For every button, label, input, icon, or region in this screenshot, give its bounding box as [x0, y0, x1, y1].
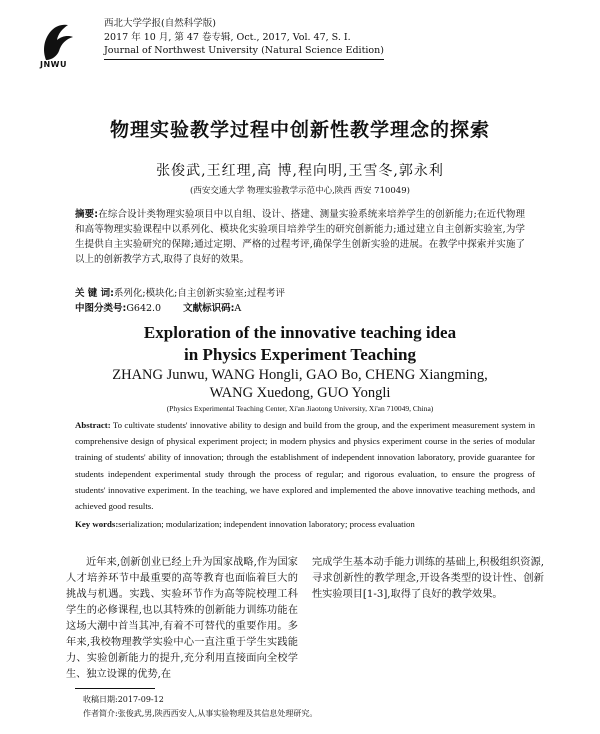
footnote-divider	[75, 688, 155, 689]
issue-line: 2017 年 10 月, 第 47 卷专辑, Oct., 2017, Vol. 47, S. I.	[104, 31, 351, 43]
abstract-en-text: To cultivate students' innovative ability to design and build from the group, and the experiment measurement system in comprehensive design of physical experiment project; in modern physics and physics experiment course in the series of modular training of students' ability of innovation; through the establishment of independent innovation laboratory, provide guarantee for students independent experimental study through the process of regular; and rigorous evaluation, to ensure the progress of students' innovative experiment. In the teaching, we have explored and implemented the above innovative teaching methods, and achieved good results.	[75, 420, 535, 512]
abstract-cn	[75, 207, 525, 267]
authors-en-line2: WANG Xuedong, GUO Yongli	[209, 385, 391, 401]
abstract-en-label: Abstract:	[75, 420, 111, 430]
class-number-label: 中图分类号:	[75, 303, 127, 314]
footnote-author-bio: 作者简介:张俊武,男,陕西西安人,从事实验物理及其信息处理研究。	[83, 709, 318, 718]
title-en-line2: in Physics Experiment Teaching	[184, 345, 416, 364]
journal-name-cn: 西北大学学报(自然科学版)	[104, 18, 216, 29]
authors-en-line1: ZHANG Junwu, WANG Hongli, GAO Bo, CHENG Xiangming,	[112, 367, 488, 383]
abstract-cn-label: 摘要:	[75, 209, 99, 220]
doc-code-label: 文献标识码:	[183, 303, 235, 314]
abstract-en	[75, 417, 535, 514]
title-en-line1: Exploration of the innovative teaching idea	[143, 323, 457, 342]
class-number-value: G642.0	[126, 303, 162, 314]
keywords-cn-text: 系列化;模块化;自主创新实验室;过程考评	[113, 288, 286, 299]
keywords-cn-label: 关 键 词:	[75, 288, 114, 299]
keywords-en	[75, 519, 545, 529]
authors-cn: 张俊武,王红理,高 博,程向明,王雪冬,郭永利	[156, 163, 444, 179]
authors-en	[0, 366, 600, 402]
logo-text: JNWU	[40, 60, 67, 69]
keywords-cn	[75, 285, 535, 299]
footnote-received: 收稿日期:2017-09-12	[83, 695, 164, 704]
abstract-cn-text: 在综合设计类物理实验项目中以自组、设计、搭建、测量实验系统来培养学生的创新能力;在近代物理和高等物理实验课程中以系列化、模块化实验项目培养学生的研究创新能力;通过建立自主创新实验室,为学生提供自主实验研究的保障;通过定期、严格的过程考评,确保学生创新实验的进展。在教学中探索并实施了以上的创新教学方式,取得了良好的效果。	[75, 209, 525, 265]
classification-line	[75, 300, 535, 314]
journal-header	[104, 17, 384, 60]
affiliation-cn: (西安交通大学 物理实验教学示范中心,陕西 西安 710049)	[190, 186, 410, 196]
journal-logo-icon	[38, 22, 76, 62]
journal-name-en: Journal of Northwest University (Natural Science Edition)	[104, 44, 384, 60]
affiliation-en: (Physics Experimental Teaching Center, Xi'an Jiaotong University, Xi'an 710049, China)	[166, 404, 434, 413]
keywords-en-label: Key words:	[75, 519, 119, 529]
doc-code-value: A	[234, 303, 242, 314]
body-left-column: 近年来,创新创业已经上升为国家战略,作为国家人才培养环节中最重要的高等教育也面临着巨大的挑战与机遇。实践、实验环节作为高等院校理工科学生的必修课程,也以其特殊的创新能力训练功能在这场大潮中首当其冲,有着不可替代的重要作用。多年来,我校物理教学实验中心一直注重于学生实践能力、实验创新能力的提升,充分利用直接面向全校学生、独立设课的优势,在	[66, 557, 298, 680]
keywords-en-text: serialization; modularization; independent innovation laboratory; process evaluation	[118, 519, 415, 529]
paper-title-cn: 物理实验教学过程中创新性教学理念的探索	[109, 119, 490, 141]
body-right-column: 完成学生基本动手能力训练的基础上,积极组织资源,寻求创新性的教学理念,开设各类型的设计性、创新性实验项目[1-3],取得了良好的教学效果。	[312, 557, 544, 600]
paper-title-en	[0, 322, 600, 366]
